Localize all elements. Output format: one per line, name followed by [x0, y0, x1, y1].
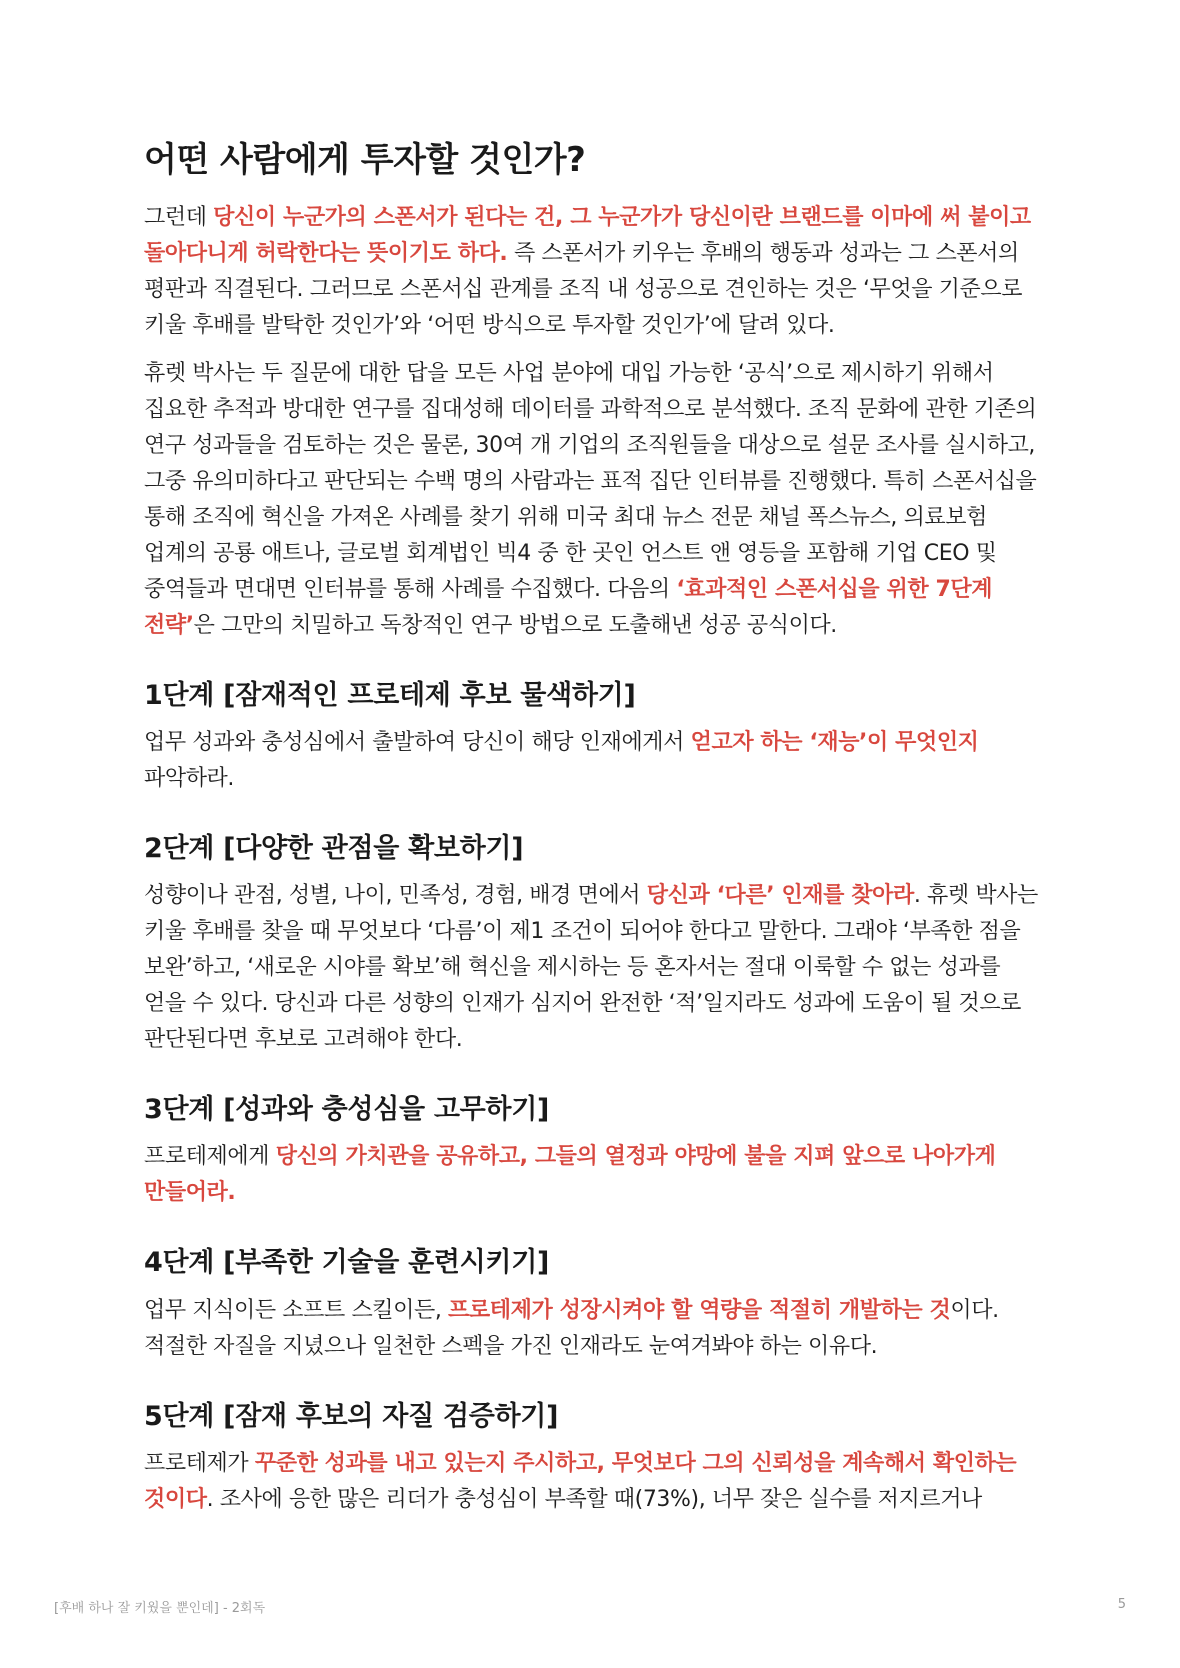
step-5-heading: 5단계 [잠재 후보의 자질 검증하기] — [144, 1400, 559, 1432]
step-2-heading: 2단계 [다양한 관점을 확보하기] — [144, 833, 524, 865]
intro-text-1: 그런데 — [144, 205, 214, 231]
step-2-paragraph — [144, 878, 1044, 1058]
step-2-text-1: 성향이나 관점, 성별, 나이, 민족성, 경험, 배경 면에서 — [144, 883, 647, 909]
research-text-2: 은 그만의 치밀하고 독창적인 연구 방법으로 도출해낸 성공 공식이다. — [193, 613, 837, 639]
step-1-text-2: 파악하라. — [144, 766, 235, 792]
step-2-highlight: 당신과 ‘다른’ 인재를 찾아라 — [646, 883, 914, 909]
step-2-text-2: . 휴렛 박사는 키울 후배를 찾을 때 무엇보다 ‘다름’이 제1 조건이 되어야 한다고 말한다. 그래야 ‘부족한 점을 보완’하고, ‘새로운 시야를 확보’해 혁신을 제시하는 등 혼자서는 절대 이룩할 수 없는 성과를 얻을 수 있다. 당신과 다른 성향의 인재가 심지어 완전한 ‘적’일지라도 성과에 도움이 될 것으로 판단된다면 후보로 고려해야 한다. — [144, 883, 1038, 1053]
step-1-heading: 1단계 [잠재적인 프로테제 후보 물색하기] — [144, 680, 636, 712]
step-1-highlight: 얻고자 하는 ‘재능’이 무엇인지 — [690, 730, 979, 756]
step-3-text-1: 프로테제에게 — [144, 1144, 276, 1170]
footer-book-title: [후배 하나 잘 키웠을 뿐인데] - 2회독 — [54, 1601, 266, 1616]
intro-highlight: 당신이 누군가의 스폰서가 된다는 건, 그 누군가가 당신이란 브랜드를 이마에 써 붙이고 돌아다니게 허락한다는 뜻이기도 하다. — [144, 205, 1031, 267]
step-4-text-1: 업무 지식이든 소프트 스킬이든, — [144, 1297, 449, 1323]
step-1-paragraph — [144, 725, 1044, 797]
step-5-highlight: 꾸준한 성과를 내고 있는지 주시하고, 무엇보다 그의 신뢰성을 계속해서 확인하는 것이다 — [144, 1450, 1017, 1512]
step-4-heading: 4단계 [부족한 기술을 훈련시키기] — [144, 1247, 550, 1279]
intro-paragraph — [144, 200, 1044, 344]
step-4-paragraph — [144, 1293, 1044, 1365]
document-page — [144, 138, 1044, 1530]
step-1-text-1: 업무 성과와 충성심에서 출발하여 당신이 해당 인재에게서 — [144, 730, 691, 756]
step-3-highlight: 당신의 가치관을 공유하고, 그들의 열정과 야망에 불을 지펴 앞으로 나아가게 만들어라. — [144, 1144, 996, 1206]
research-text-1: 휴렛 박사는 두 질문에 대한 답을 모든 사업 분야에 대입 가능한 ‘공식’으로 제시하기 위해서 집요한 추적과 방대한 연구를 집대성해 데이터를 과학적으로 분석했다. 조직 문화에 관한 기존의 연구 성과들을 검토하는 것은 물론, 30여 개 기업의 조직원들을 대상으로 설문 조사를 실시하고, 그중 유의미하다고 판단되는 수백 명의 사람과는 표적 집단 인터뷰를 진행했다. 특히 스폰서십을 통해 조직에 혁신을 가져온 사례를 찾기 위해 미국 최대 뉴스 전문 채널 폭스뉴스, 의료보험 업계의 공룡 애트나, 글로벌 회계법인 빅4 중 한 곳인 언스트 앤 영등을 포함해 기업 CEO 및 중역들과 면대면 인터뷰를 통해 사례를 수집했다. 다음의 — [144, 361, 1037, 603]
step-5-text-2: . 조사에 응한 많은 리더가 충성심이 부족할 때(73%), 너무 잦은 실수를 저지르거나 — [206, 1486, 982, 1512]
page-title: 어떤 사람에게 투자할 것인가? — [144, 140, 586, 180]
page-number: 5 — [1117, 1597, 1126, 1612]
step-3-paragraph — [144, 1139, 1044, 1211]
page-footer — [54, 1597, 1126, 1616]
step-4-highlight: 프로테제가 성장시켜야 할 역량을 적절히 개발하는 것 — [448, 1297, 951, 1323]
step-5-text-1: 프로테제가 — [144, 1450, 255, 1476]
step-5-paragraph — [144, 1446, 1044, 1518]
research-highlight: ‘효과적인 스폰서십을 위한 7단계 전략’ — [144, 577, 993, 639]
step-4-text-2: 이다. 적절한 자질을 지녔으나 일천한 스펙을 가진 인재라도 눈여겨봐야 하는 이유다. — [144, 1297, 999, 1359]
step-3-heading: 3단계 [성과와 충성심을 고무하기] — [144, 1094, 550, 1126]
research-paragraph — [144, 356, 1044, 644]
intro-text-2: 즉 스폰서가 키우는 후배의 행동과 성과는 그 스폰서의 평판과 직결된다. 그러므로 스폰서십 관계를 조직 내 성공으로 견인하는 것은 ‘무엇을 기준으로 키울 후배를 발탁한 것인가’와 ‘어떤 방식으로 투자할 것인가’에 달려 있다. — [144, 241, 1023, 339]
